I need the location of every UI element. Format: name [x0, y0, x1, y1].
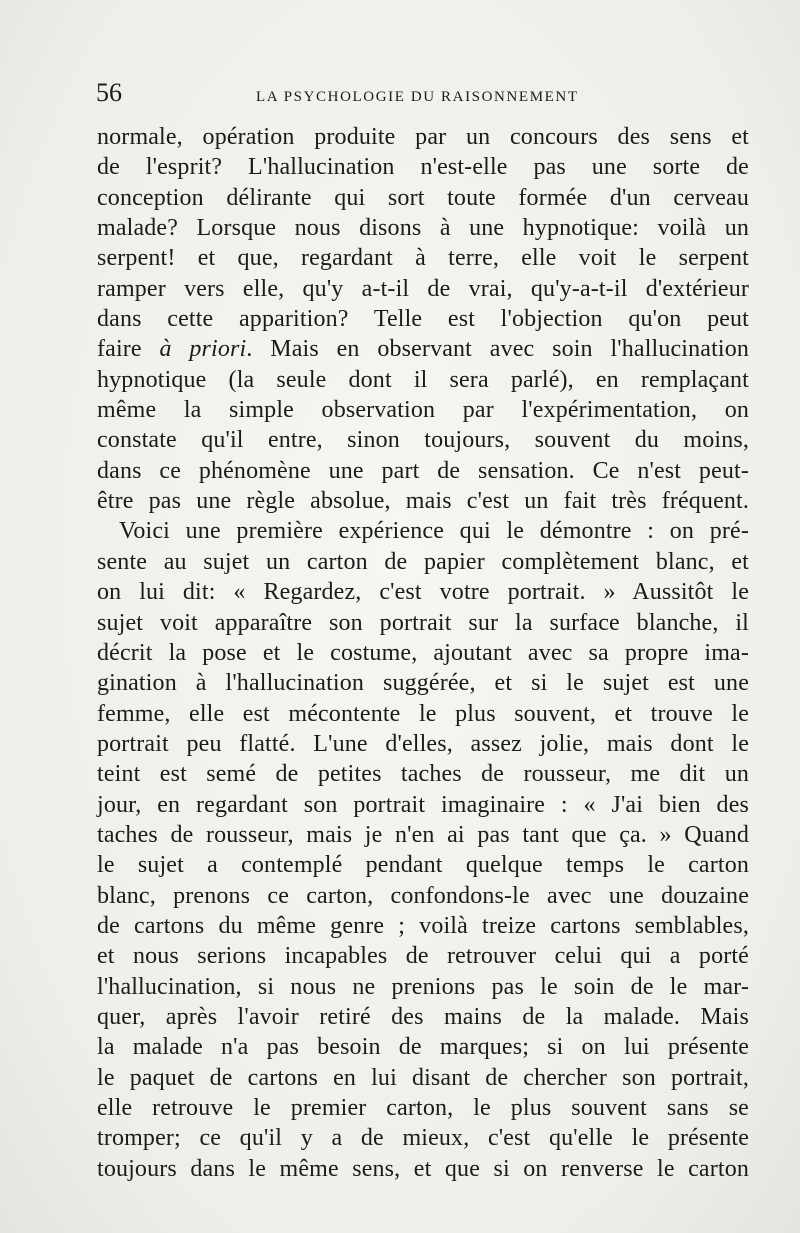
text-line: l'hallucination, si nous ne prenions pas le soin de le mar-: [97, 973, 749, 1000]
text-line: on lui dit: « Regardez, c'est votre portrait. » Aussitôt le: [97, 579, 749, 606]
text-fragment: . Mais en observant avec soin l'hallucination: [246, 336, 750, 363]
text-line: dans cette apparition? Telle est l'objection qu'on peut: [97, 306, 749, 333]
text-line: elle retrouve le premier carton, le plus souvent sans se: [97, 1095, 749, 1121]
text-line: blanc, prenons ce carton, confondons-le avec une douzaine: [97, 882, 749, 909]
text-line: constate qu'il entre, sinon toujours, souvent du moins,: [97, 427, 749, 454]
text-line: tromper; ce qu'il y a de mieux, c'est qu'elle le présente: [97, 1125, 749, 1152]
text-line: malade? Lorsque nous disons à une hypnotique: voilà un: [97, 215, 749, 242]
text-line: gination à l'hallucination suggérée, et si le sujet est une: [97, 670, 749, 697]
text-line: la malade n'a pas besoin de marques; si on lui présente: [97, 1034, 749, 1061]
text-line: teint est semé de petites taches de rousseur, me dit un: [97, 761, 749, 788]
text-fragment: faire: [97, 336, 160, 363]
text-line: dans ce phénomène une part de sensation. Ce n'est peut-: [97, 457, 749, 484]
page-number: 56: [96, 78, 122, 107]
text-line: même la simple observation par l'expérimentation, on: [97, 397, 749, 424]
text-line: sente au sujet un carton de papier complètement blanc, et: [97, 548, 749, 575]
italic-phrase: à priori: [159, 336, 247, 363]
text-line: être pas une règle absolue, mais c'est un fait très fréquent.: [97, 488, 749, 515]
text-line: taches de rousseur, mais je n'en ai pas tant que ça. » Quand: [97, 821, 749, 848]
text-line: et nous serions incapables de retrouver celui qui a porté: [97, 943, 749, 970]
text-line: de cartons du même genre ; voilà treize cartons semblables,: [97, 912, 749, 939]
running-head: LA PSYCHOLOGIE DU RAISONNEMENT: [256, 89, 579, 105]
text-line: de l'esprit? L'hallucination n'est-elle pas une sorte de: [97, 154, 749, 181]
text-line: femme, elle est mécontente le plus souvent, et trouve le: [97, 700, 749, 727]
text-line: le sujet a contemplé pendant quelque temps le carton: [97, 852, 749, 879]
page-header: [96, 78, 746, 108]
text-line: décrit la pose et le costume, ajoutant avec sa propre ima-: [97, 639, 749, 666]
text-line: le paquet de cartons en lui disant de chercher son portrait,: [97, 1064, 749, 1091]
text-line: normale, opération produite par un concours des sens et: [97, 124, 749, 150]
text-line: Voici une première expérience qui le démontre : on pré-: [119, 518, 749, 545]
body-text: [97, 122, 749, 1184]
text-line: conception délirante qui sort toute formée d'un cerveau: [97, 184, 749, 211]
text-line: sujet voit apparaître son portrait sur la surface blanche, il: [97, 609, 749, 636]
text-line: ramper vers elle, qu'y a-t-il de vrai, qu'y-a-t-il d'extérieur: [97, 275, 749, 302]
text-line: jour, en regardant son portrait imaginaire : « J'ai bien des: [97, 791, 749, 818]
text-line: hypnotique (la seule dont il sera parlé), en remplaçant: [97, 366, 749, 393]
text-line: [97, 334, 749, 364]
text-line: toujours dans le même sens, et que si on renverse le carton: [97, 1155, 749, 1182]
text-line: portrait peu flatté. L'une d'elles, assez jolie, mais dont le: [97, 730, 749, 757]
text-line: quer, après l'avoir retiré des mains de la malade. Mais: [97, 1003, 749, 1030]
text-line: serpent! et que, regardant à terre, elle voit le serpent: [97, 245, 749, 272]
